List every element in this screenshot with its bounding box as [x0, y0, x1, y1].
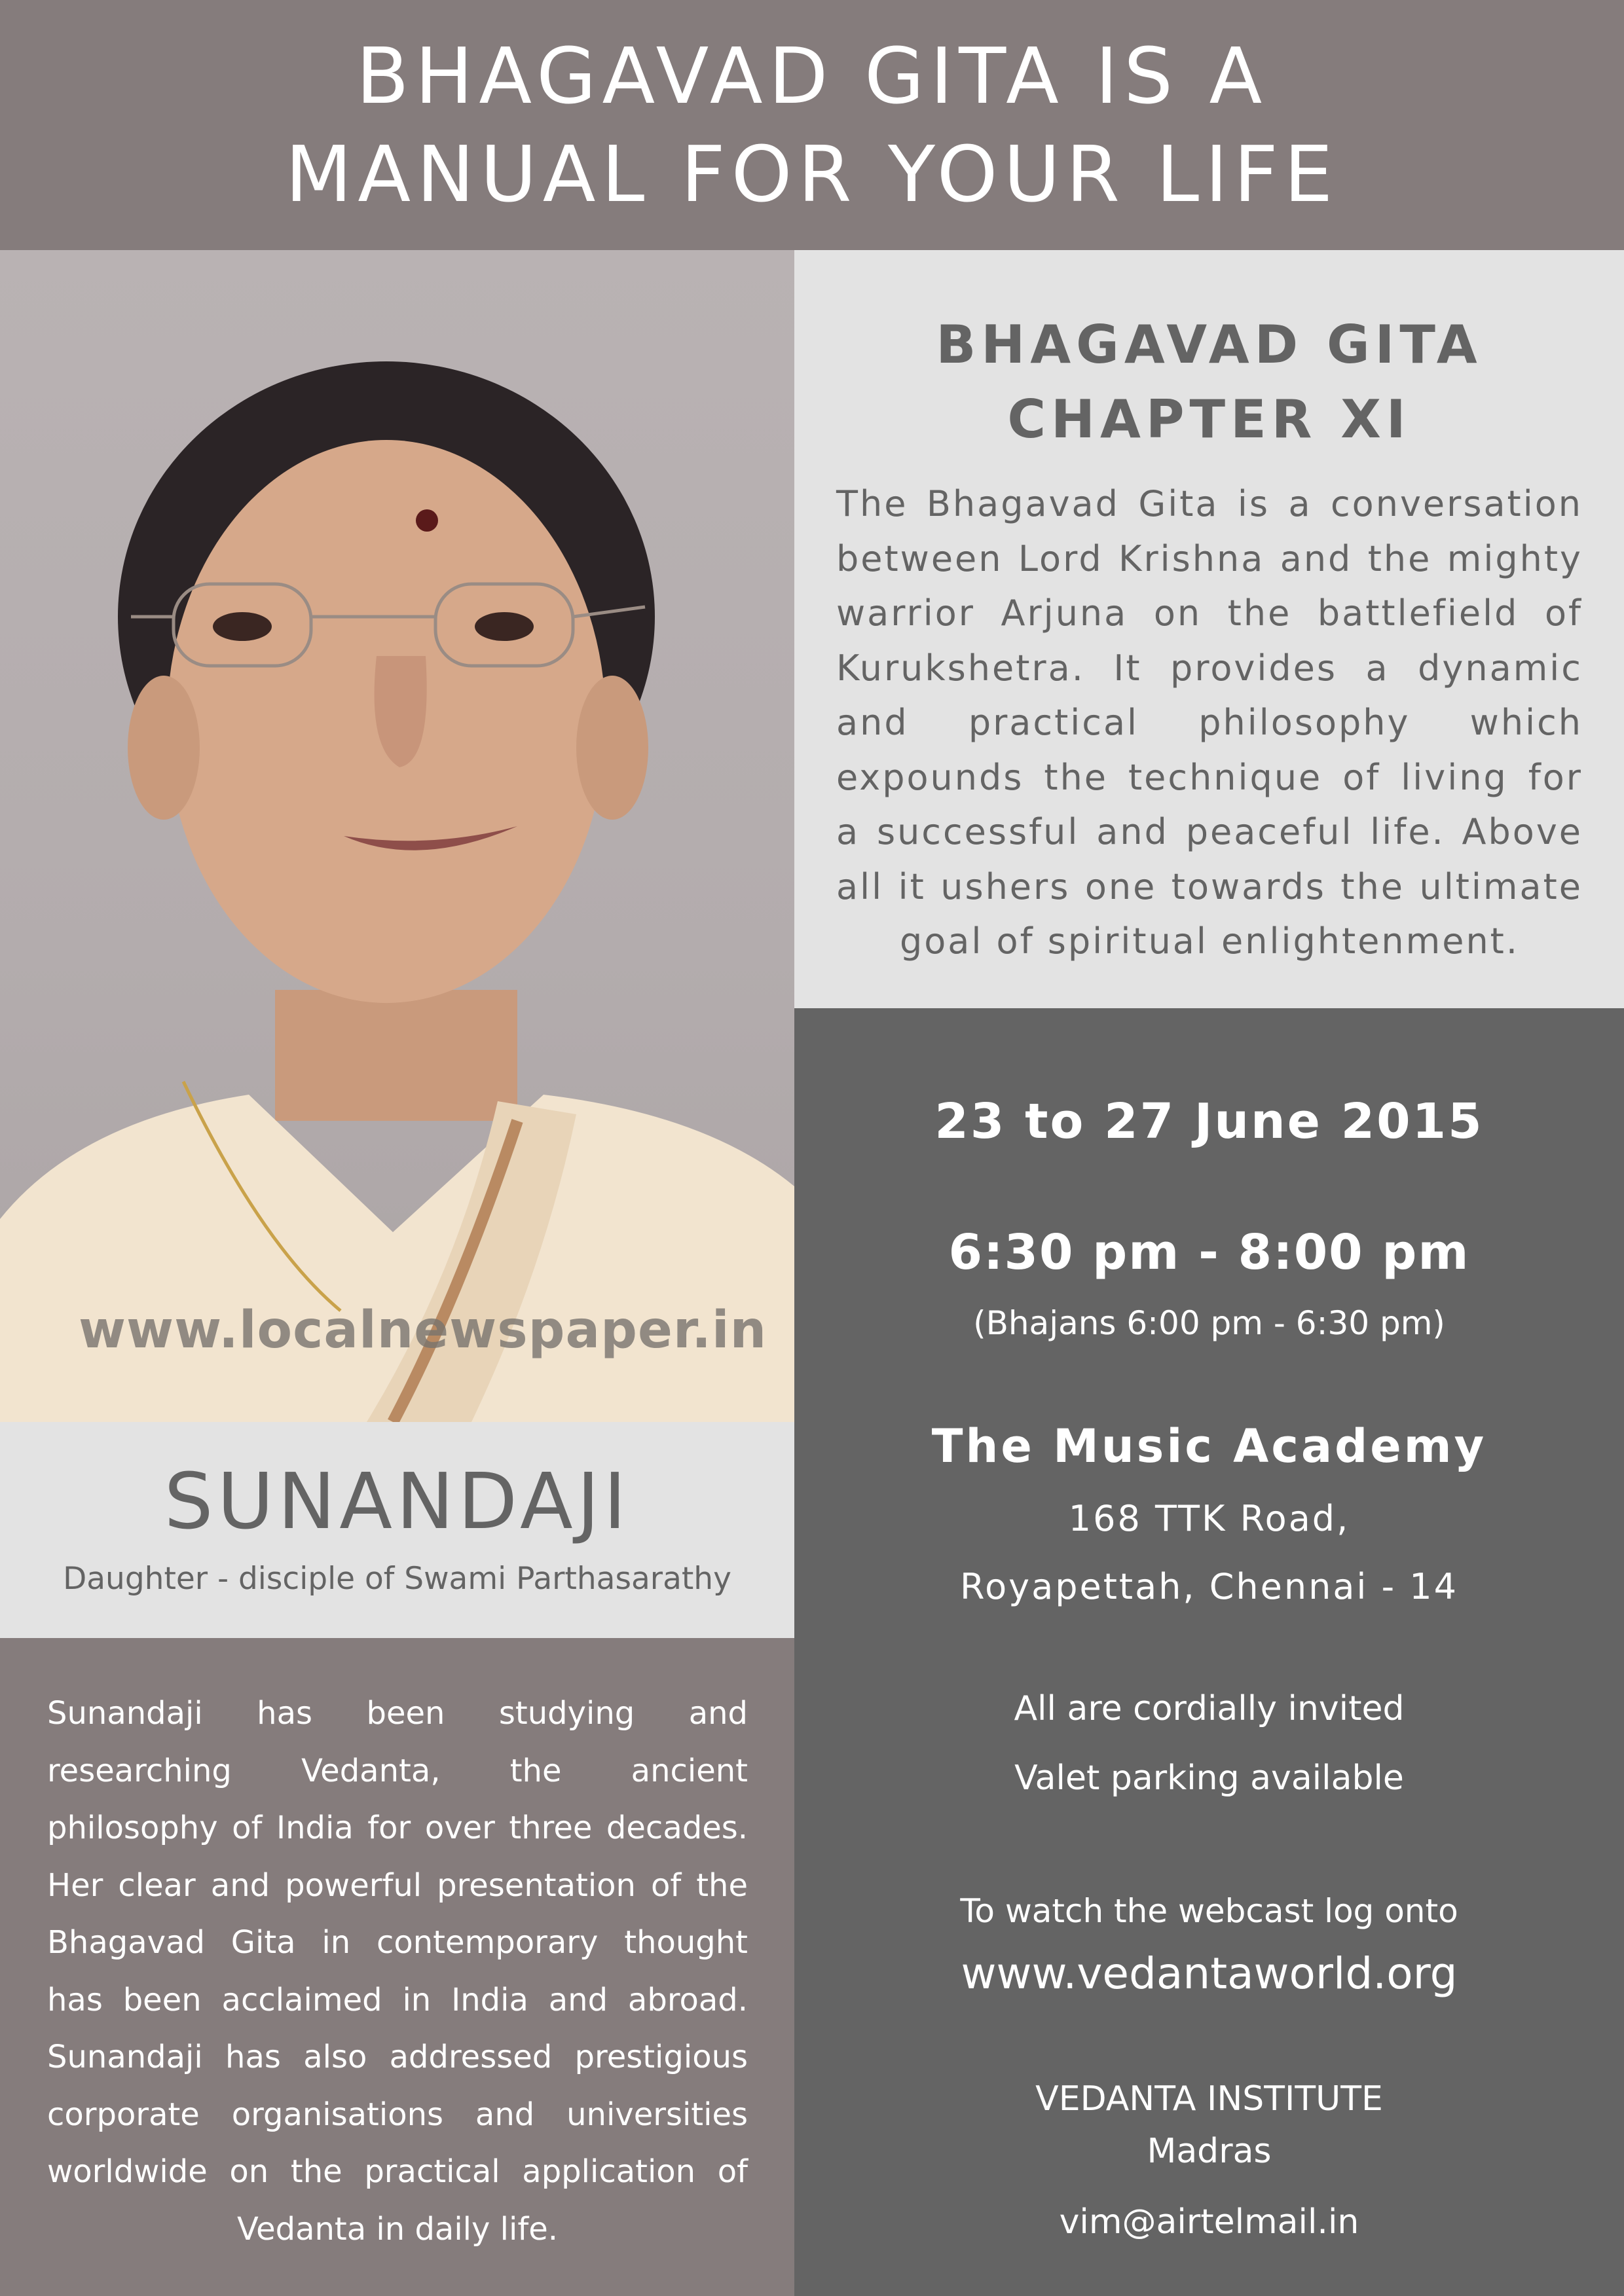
webcast-link[interactable]: www.vedantaworld.org [961, 1948, 1458, 1999]
webcast-intro: To watch the webcast log onto [960, 1892, 1458, 1930]
headline-line-2: MANUAL FOR YOUR LIFE [285, 129, 1339, 219]
contact-email[interactable]: vim@airtelmail.in [1059, 2202, 1359, 2242]
speaker-name: SUNANDAJI [164, 1456, 631, 1546]
header-banner [0, 0, 1624, 250]
organization-city: Madras [1147, 2132, 1272, 2171]
chapter-title-1: BHAGAVAD GITA [936, 314, 1483, 375]
speaker-subtitle: Daughter - disciple of Swami Parthasarathy [63, 1561, 731, 1597]
parking-note: Valet parking available [1014, 1758, 1404, 1798]
chapter-description: The Bhagavad Gita is a conversation between Lord Krishna and the mighty warrior Arjuna on the battlefield of Kurukshetra. It provides a dynamic and practical philosophy which expounds the technique of living for a successful and peaceful life. Above all it ushers one towards the ultimate goal of spiritual enlightenment. [836, 483, 1583, 962]
photo-watermark: www.localnewspaper.in [79, 1301, 767, 1360]
headline-line-1: BHAGAVAD GITA IS A [356, 31, 1268, 121]
chapter-panel [794, 250, 1624, 1008]
venue-address-line-2: Royapettah, Chennai - 14 [960, 1566, 1458, 1607]
portrait-illustration [0, 250, 794, 1422]
speaker-bio: Sunandaji has been studying and researching Vedanta, the ancient philosophy of India for over three decades. Her clear and powerful presentation of the Bhagavad Gita in contemporary thought has been acclaimed in India and abroad. Sunandaji has also addressed prestigious corporate organisations and universities worldwide on the practical application of Vedanta in daily life. [47, 1695, 748, 2248]
invitation-note: All are cordially invited [1014, 1689, 1405, 1728]
venue-address-line-1: 168 TTK Road, [1068, 1498, 1350, 1539]
event-details-panel [794, 1008, 1624, 2296]
venue-name: The Music Academy [931, 1419, 1487, 1473]
speaker-photo [0, 250, 794, 1422]
organization-name: VEDANTA INSTITUTE [1035, 2079, 1383, 2119]
event-dates: 23 to 27 June 2015 [934, 1093, 1484, 1150]
bhajan-time: (Bhajans 6:00 pm - 6:30 pm) [973, 1304, 1445, 1342]
speaker-name-panel [0, 1422, 794, 1638]
chapter-title-2: CHAPTER XI [1007, 389, 1411, 450]
event-time: 6:30 pm - 8:00 pm [948, 1224, 1470, 1281]
speaker-bio-panel [0, 1638, 794, 2296]
